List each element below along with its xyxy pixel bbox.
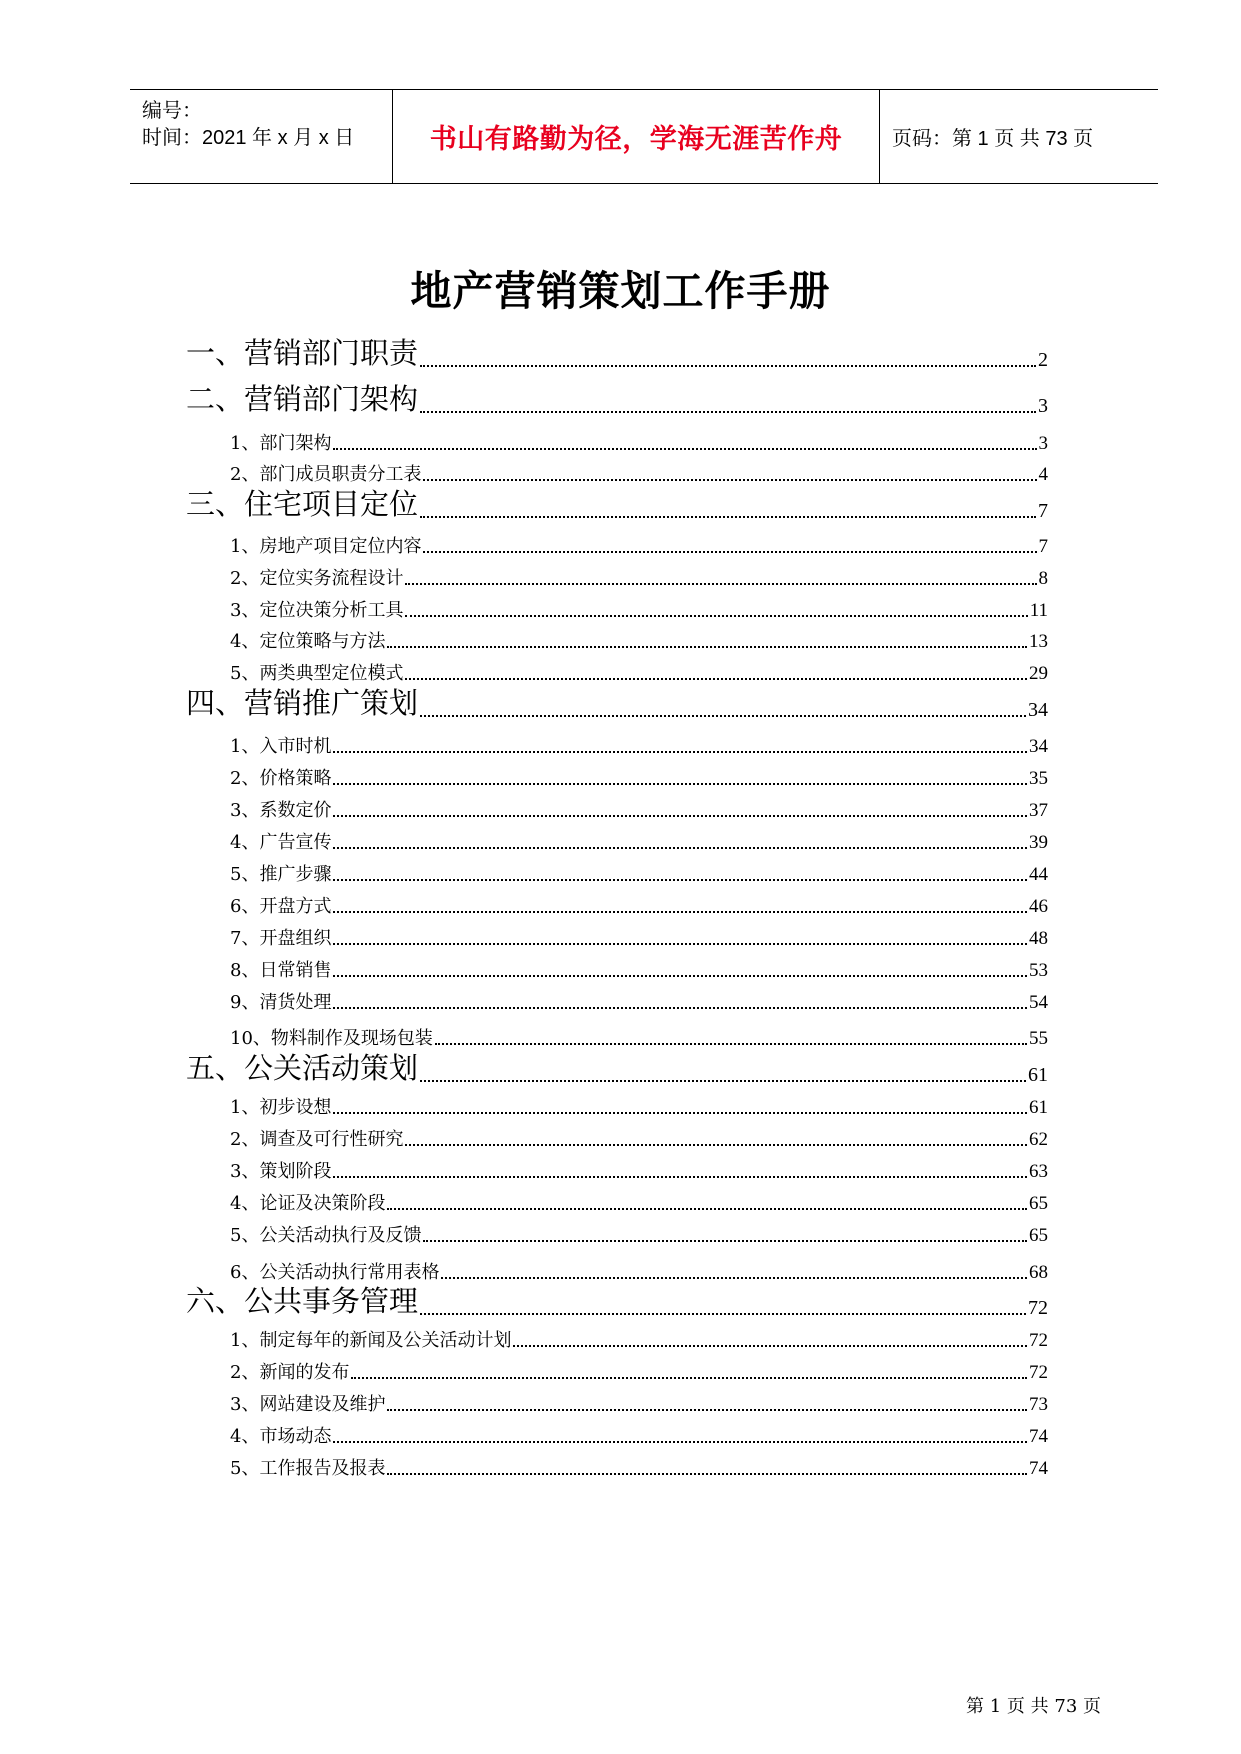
toc-page-number: 65	[1029, 1225, 1048, 1246]
toc-entry-label: 2、部门成员职责分工表	[230, 464, 422, 485]
toc-chapter[interactable]	[186, 374, 1048, 418]
toc-dot-leader	[423, 1239, 1027, 1242]
toc-page-number: 55	[1029, 1028, 1048, 1049]
toc-entry-label: 二、营销部门架构	[186, 382, 419, 416]
toc-chapter[interactable]	[186, 479, 1048, 523]
toc-page-number: 2	[1038, 349, 1048, 371]
toc-dot-leader	[333, 878, 1027, 881]
toc-entry-label: 6、公关活动执行常用表格	[230, 1262, 440, 1283]
toc-section[interactable]	[186, 625, 1048, 653]
toc-entry-label: 1、房地产项目定位内容	[230, 536, 422, 557]
toc-section[interactable]	[186, 1091, 1048, 1119]
toc-dot-leader	[420, 364, 1036, 367]
toc-dot-leader	[333, 942, 1027, 945]
toc-section[interactable]	[186, 826, 1048, 854]
toc-page-number: 37	[1029, 800, 1048, 821]
toc-section[interactable]	[186, 954, 1048, 982]
toc-section[interactable]	[186, 1452, 1048, 1480]
toc-dot-leader	[405, 614, 1027, 617]
toc-dot-leader	[387, 1408, 1027, 1411]
toc-page-number: 73	[1029, 1394, 1048, 1415]
toc-page-number: 72	[1028, 1297, 1048, 1319]
toc-dot-leader	[423, 550, 1036, 553]
toc-page-number: 7	[1038, 536, 1048, 557]
toc-dot-leader	[405, 1143, 1027, 1146]
toc-page-number: 48	[1029, 928, 1048, 949]
toc-entry-label: 1、制定每年的新闻及公关活动计划	[230, 1330, 512, 1351]
toc-chapter[interactable]	[186, 1276, 1048, 1320]
toc-dot-leader	[420, 1312, 1026, 1315]
toc-dot-leader	[333, 750, 1027, 753]
toc-entry-label: 3、策划阶段	[230, 1161, 332, 1182]
toc-chapter[interactable]	[186, 678, 1048, 722]
toc-dot-leader	[513, 1344, 1027, 1347]
toc-dot-leader	[333, 1440, 1027, 1443]
toc-page-number: 68	[1029, 1262, 1048, 1283]
toc-dot-leader	[333, 1175, 1027, 1178]
toc-section[interactable]	[186, 1420, 1048, 1448]
toc-page-number: 3	[1038, 395, 1048, 417]
toc-entry-label: 5、推广步骤	[230, 864, 332, 885]
toc-page-number: 61	[1029, 1097, 1048, 1118]
toc-entry-label: 六、公共事务管理	[186, 1284, 419, 1318]
toc-dot-leader	[420, 515, 1036, 518]
toc-section[interactable]	[186, 1123, 1048, 1151]
toc-page-number: 29	[1029, 663, 1048, 684]
toc-entry-label: 3、定位决策分析工具	[230, 600, 404, 621]
page-footer: 第 1 页 共 73 页	[966, 1696, 1101, 1717]
toc-section[interactable]	[186, 1187, 1048, 1215]
header-page-label: 页码：第 1 页 共 73 页	[892, 128, 1094, 150]
toc-dot-leader	[420, 1079, 1026, 1082]
toc-page-number: 4	[1038, 464, 1048, 485]
toc-page-number: 39	[1029, 832, 1048, 853]
toc-entry-label: 3、网站建设及维护	[230, 1394, 386, 1415]
toc-page-number: 65	[1029, 1193, 1048, 1214]
header-number-label: 编号：	[142, 99, 202, 122]
toc-section[interactable]	[186, 1356, 1048, 1384]
toc-section[interactable]	[186, 530, 1048, 558]
toc-section[interactable]	[186, 986, 1048, 1014]
toc-page-number: 46	[1029, 896, 1048, 917]
toc-page-number: 72	[1029, 1330, 1048, 1351]
toc-entry-label: 1、初步设想	[230, 1097, 332, 1118]
toc-page-number: 7	[1038, 500, 1048, 522]
toc-entry-label: 4、广告宣传	[230, 832, 332, 853]
header-motto-cell	[392, 90, 880, 183]
toc-dot-leader	[333, 1006, 1027, 1009]
toc-entry-label: 一、营销部门职责	[186, 336, 419, 370]
toc-dot-leader	[420, 410, 1036, 413]
toc-section[interactable]	[186, 427, 1048, 455]
toc-section[interactable]	[186, 794, 1048, 822]
toc-dot-leader	[333, 447, 1036, 450]
toc-dot-leader	[387, 1207, 1027, 1210]
toc-section[interactable]	[186, 858, 1048, 886]
toc-entry-label: 2、调查及可行性研究	[230, 1129, 404, 1150]
toc-entry-label: 5、公关活动执行及反馈	[230, 1225, 422, 1246]
toc-entry-label: 2、定位实务流程设计	[230, 568, 404, 589]
toc-entry-label: 2、新闻的发布	[230, 1362, 350, 1383]
toc-dot-leader	[405, 582, 1036, 585]
toc-entry-label: 4、论证及决策阶段	[230, 1193, 386, 1214]
toc-dot-leader	[387, 1472, 1027, 1475]
toc-section[interactable]	[186, 1388, 1048, 1416]
toc-entry-label: 五、公关活动策划	[186, 1051, 419, 1085]
toc-page-number: 35	[1029, 768, 1048, 789]
toc-page-number: 13	[1029, 631, 1048, 652]
toc-page-number: 54	[1029, 992, 1048, 1013]
toc-page-number: 34	[1028, 699, 1048, 721]
header-motto: 书山有路勤为径，学海无涯苦作舟	[429, 124, 843, 155]
toc-section[interactable]	[186, 730, 1048, 758]
toc-section[interactable]	[186, 562, 1048, 590]
toc-entry-label: 4、市场动态	[230, 1426, 332, 1447]
toc-entry-label: 2、价格策略	[230, 768, 332, 789]
toc-section[interactable]	[186, 594, 1048, 622]
toc-entry-label: 3、系数定价	[230, 800, 332, 821]
toc-section[interactable]	[186, 762, 1048, 790]
toc-entry-label: 10、物料制作及现场包装	[230, 1028, 433, 1049]
toc-dot-leader	[387, 645, 1027, 648]
toc-section[interactable]	[186, 890, 1048, 918]
toc-chapter[interactable]	[186, 328, 1048, 372]
toc-page-number: 8	[1038, 568, 1048, 589]
toc-entry-label: 四、营销推广策划	[186, 686, 419, 720]
toc-page-number: 44	[1029, 864, 1048, 885]
toc-dot-leader	[333, 846, 1027, 849]
toc-entry-label: 7、开盘组织	[230, 928, 332, 949]
toc-page-number: 53	[1029, 960, 1048, 981]
toc-dot-leader	[333, 910, 1027, 913]
toc-section[interactable]	[186, 1324, 1048, 1352]
toc-dot-leader	[333, 782, 1027, 785]
document-title: 地产营销策划工作手册	[410, 267, 831, 315]
toc-dot-leader	[333, 1111, 1027, 1114]
toc-page-number: 72	[1029, 1362, 1048, 1383]
toc-entry-label: 6、开盘方式	[230, 896, 332, 917]
toc-page-number: 61	[1028, 1064, 1048, 1086]
header-meta	[130, 90, 392, 183]
toc-entry-label: 1、部门架构	[230, 433, 332, 454]
toc-section[interactable]	[186, 1219, 1048, 1247]
toc-entry-label: 1、入市时机	[230, 736, 332, 757]
toc-section[interactable]	[186, 1155, 1048, 1183]
header-page-cell	[880, 90, 1158, 183]
page-header	[130, 89, 1158, 184]
toc-page-number: 74	[1029, 1458, 1048, 1479]
toc-dot-leader	[351, 1376, 1027, 1379]
toc-dot-leader	[420, 714, 1026, 717]
toc-chapter[interactable]	[186, 1043, 1048, 1087]
toc-section[interactable]	[186, 922, 1048, 950]
toc-entry-label: 5、工作报告及报表	[230, 1458, 386, 1479]
toc-page-number: 74	[1029, 1426, 1048, 1447]
toc-entry-label: 4、定位策略与方法	[230, 631, 386, 652]
toc-dot-leader	[333, 814, 1027, 817]
toc-dot-leader	[333, 974, 1027, 977]
toc-entry-label: 9、清货处理	[230, 992, 332, 1013]
toc-entry-label: 5、两类典型定位模式	[230, 663, 404, 684]
toc-page-number: 11	[1029, 600, 1048, 621]
toc-page-number: 3	[1038, 433, 1048, 454]
toc-page-number: 63	[1029, 1161, 1048, 1182]
toc-page-number: 34	[1029, 736, 1048, 757]
toc-entry-label: 三、住宅项目定位	[186, 487, 419, 521]
toc-entry-label: 8、日常销售	[230, 960, 332, 981]
toc-page-number: 62	[1029, 1129, 1048, 1150]
header-time-label: 时间：2021 年 x 月 x 日	[142, 126, 355, 149]
